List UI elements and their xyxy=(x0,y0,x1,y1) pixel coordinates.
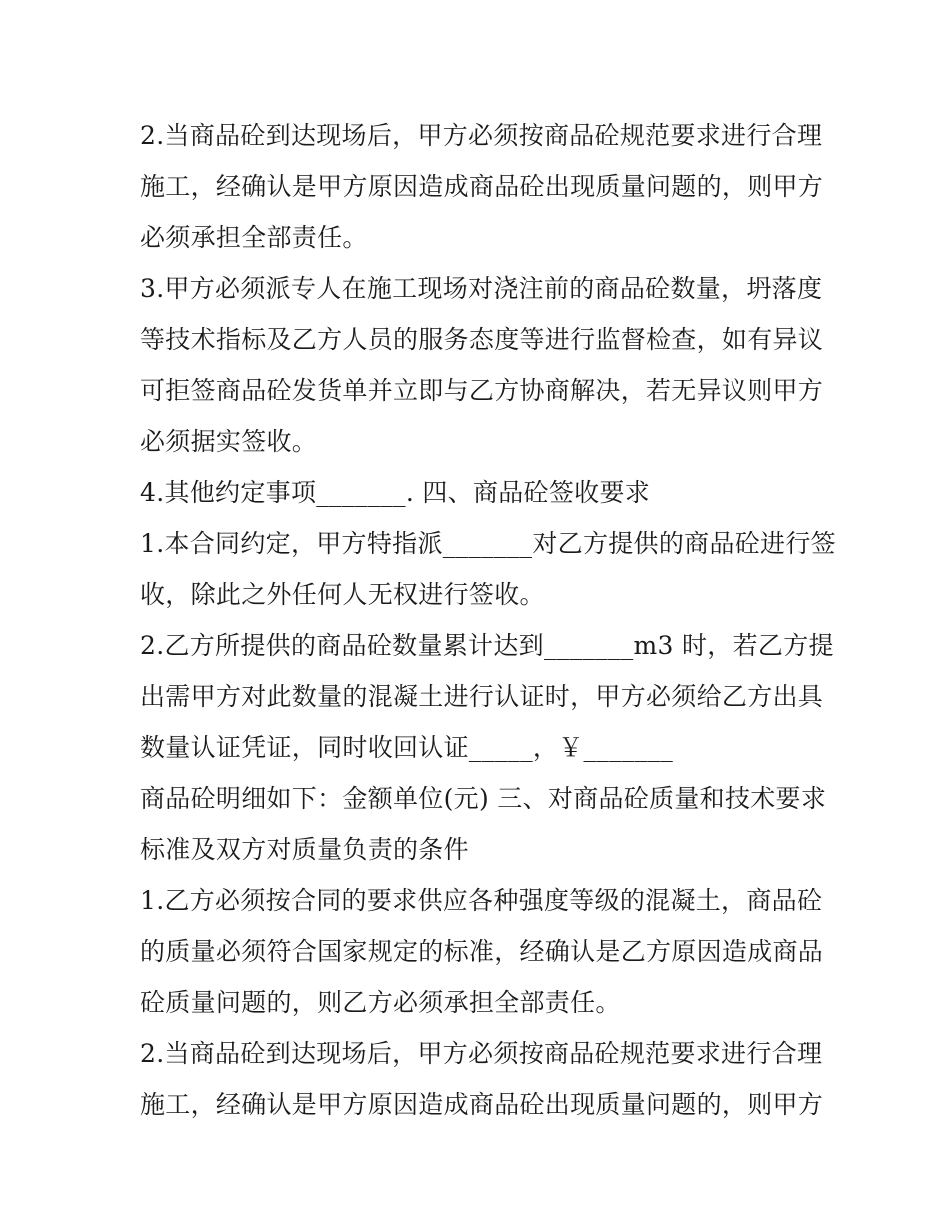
text-line: 2.乙方所提供的商品砼数量累计达到_______m3 时，若乙方提 xyxy=(140,631,834,660)
text-line: 3.甲方必须派专人在施工现场对浇注前的商品砼数量，坍落度 xyxy=(140,274,823,303)
text-line: 出需甲方对此数量的混凝土进行认证时，甲方必须给乙方出具 xyxy=(140,682,824,711)
text-line: 2.当商品砼到达现场后，甲方必须按商品砼规范要求进行合理 xyxy=(140,1039,823,1068)
text-line: 数量认证凭证，同时收回认证_____，￥_______ xyxy=(140,733,674,762)
text-line: 标准及双方对质量负责的条件 xyxy=(140,835,469,864)
text-line: 砼质量问题的，则乙方必须承担全部责任。 xyxy=(140,988,621,1017)
document-body xyxy=(140,110,836,1130)
text-line: 4.其他约定事项_______. 四、商品砼签收要求 xyxy=(140,478,651,507)
text-line: 可拒签商品砼发货单并立即与乙方协商解决，若无异议则甲方 xyxy=(140,376,824,405)
text-line: 商品砼明细如下：金额单位(元) 三、对商品砼质量和技术要求 xyxy=(140,784,827,813)
text-line: 必须承担全部责任。 xyxy=(140,223,368,252)
text-line: 收，除此之外任何人无权进行签收。 xyxy=(140,580,545,609)
text-line: 施工，经确认是甲方原因造成商品砼出现质量问题的，则甲方 xyxy=(140,172,824,201)
text-line: 1.乙方必须按合同的要求供应各种强度等级的混凝土，商品砼 xyxy=(140,886,823,915)
text-line: 等技术指标及乙方人员的服务态度等进行监督检查，如有异议 xyxy=(140,325,824,354)
text-line: 的质量必须符合国家规定的标准，经确认是乙方原因造成商品 xyxy=(140,937,824,966)
text-line: 施工，经确认是甲方原因造成商品砼出现质量问题的，则甲方 xyxy=(140,1090,824,1119)
text-line: 1.本合同约定，甲方特指派_______对乙方提供的商品砼进行签 xyxy=(140,529,836,558)
text-line: 2.当商品砼到达现场后，甲方必须按商品砼规范要求进行合理 xyxy=(140,121,823,150)
text-line: 必须据实签收。 xyxy=(140,427,318,456)
